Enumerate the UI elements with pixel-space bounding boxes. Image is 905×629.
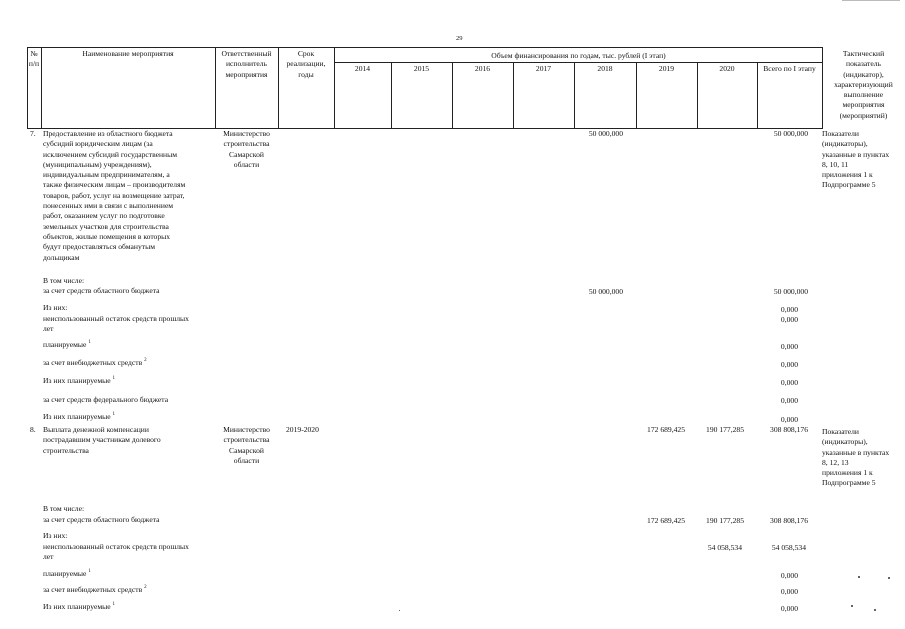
row8-unused: неиспользованный остаток средств прошлых лет bbox=[43, 542, 189, 562]
header-year-2015: 2015 bbox=[413, 64, 430, 73]
row7-planned-total: 0,000 bbox=[780, 342, 798, 351]
row8-unused-total: 54 058,534 bbox=[771, 543, 806, 552]
row8-regional: за счет средств областного бюджета bbox=[43, 515, 160, 524]
row7-unused-total-a: 0,000 bbox=[780, 305, 798, 314]
footnote-mark-1: 1 bbox=[112, 376, 116, 381]
row7-including: В том числе: bbox=[43, 276, 85, 285]
row8-extra-planned-label: Из них планируемые bbox=[43, 602, 111, 611]
row8-name: Выплата денежной компенсации пострадавшим участникам долевого строительства bbox=[43, 425, 161, 455]
row7-fed-planned-total: 0,000 bbox=[780, 415, 798, 424]
row8-extra-planned-total: 0,000 bbox=[780, 604, 798, 613]
row7-num: 7. bbox=[30, 129, 36, 138]
row8-regional-2020: 190 177,285 bbox=[706, 516, 744, 525]
row7-planned-label: планируемые bbox=[43, 340, 87, 349]
scan-speck bbox=[888, 577, 890, 579]
header-year-2020: 2020 bbox=[719, 64, 735, 73]
header-year-2018: 2018 bbox=[597, 64, 613, 73]
header-total: Всего по I этапу bbox=[763, 64, 816, 73]
footnote-mark-1: 1 bbox=[88, 569, 91, 574]
row8-planned bbox=[43, 569, 91, 579]
row7-federal-total: 0,000 bbox=[780, 396, 798, 405]
row7-name: Предоставление из областного бюджета субсидий юридическим лицам (за исключением субсидий государственным (муниципальным) учреждениям), индивидуальным предпринимателям, а также физическим лицам – производителям товаров, работ, услуг на возмещение затрат, понесенных ими в связи с выполнением работ, оказанием услуг по подготовке земельных участков для строительства объектов, жилые помещения в которых будут предоставляться обманутым дольщикам bbox=[43, 129, 186, 262]
row7-fed-planned-label: Из них планируемые bbox=[43, 412, 111, 421]
row7-extra-planned-total: 0,000 bbox=[780, 378, 798, 387]
scan-speck bbox=[874, 609, 876, 611]
row7-regional-total: 50 000,000 bbox=[773, 287, 808, 296]
header-name: Наименование мероприятия bbox=[82, 49, 174, 58]
row8-value-2019: 172 689,425 bbox=[647, 425, 685, 434]
row7-total: 50 000,000 bbox=[773, 129, 808, 138]
row7-extra-planned-label: Из них планируемые bbox=[43, 376, 111, 385]
row7-planned bbox=[43, 340, 91, 350]
row7-indicator: Показатели (индикаторы), указанные в пунктах 8, 10, 11 приложения 1 к Подпрограмме 5 bbox=[822, 129, 890, 190]
page-number: 29 bbox=[456, 35, 463, 42]
row7-extrabudget-label: за счет внебюджетных средств bbox=[43, 358, 143, 367]
row8-term: 2019-2020 bbox=[286, 425, 319, 434]
header-term: Срок реализации, годы bbox=[286, 49, 326, 79]
row7-extra-planned bbox=[43, 376, 115, 386]
row8-regional-2019: 172 689,425 bbox=[647, 516, 685, 525]
row8-value-2020: 190 177,285 bbox=[706, 425, 744, 434]
header-num: № п/п bbox=[28, 49, 40, 69]
row7-federal: за счет средств федерального бюджета bbox=[43, 395, 169, 404]
row7-regional: за счет средств областного бюджета bbox=[43, 286, 160, 295]
row8-indicator: Показатели (индикаторы), указанные в пунктах 8, 12, 13 приложения 1 к Подпрограмме 5 bbox=[822, 427, 890, 488]
scan-speck bbox=[851, 605, 853, 607]
header-year-2017: 2017 bbox=[535, 64, 552, 73]
row8-total: 308 808,176 bbox=[770, 425, 808, 434]
row8-extrabudget-total: 0,000 bbox=[780, 587, 798, 596]
header-indicator: Тактический показатель (индикатор), характеризующий выполнение мероприятия (мероприятий) bbox=[834, 49, 893, 120]
footnote-mark-2: 2 bbox=[144, 358, 147, 363]
footnote-mark-1: 1 bbox=[88, 340, 91, 345]
row7-regional-2018: 50 000,000 bbox=[588, 287, 623, 296]
scan-speck bbox=[399, 610, 400, 611]
row8-of-them: Из них: bbox=[43, 531, 68, 540]
footnote-mark-1: 1 bbox=[112, 602, 116, 607]
row8-regional-total: 308 808,176 bbox=[770, 516, 808, 525]
header-year-2014: 2014 bbox=[354, 64, 371, 73]
header-funding: Объем финансирования по годам, тыс. рублей (I этап) bbox=[491, 51, 666, 60]
row7-of-them: Из них: bbox=[43, 303, 68, 312]
scan-speck bbox=[858, 576, 860, 578]
row7-unused-total-b: 0,000 bbox=[780, 315, 798, 324]
corner-scan-mark bbox=[842, 0, 900, 1]
header-year-2016: 2016 bbox=[474, 64, 491, 73]
row8-including: В том числе: bbox=[43, 504, 85, 513]
row7-fed-planned bbox=[43, 412, 115, 422]
row7-extrabudget bbox=[43, 358, 147, 368]
row7-extrabudget-total: 0,000 bbox=[780, 360, 798, 369]
row8-extrabudget bbox=[43, 585, 147, 595]
footnote-mark-2: 2 bbox=[144, 585, 147, 590]
header-year-2019: 2019 bbox=[658, 64, 675, 73]
row8-planned-total: 0,000 bbox=[780, 571, 798, 580]
row7-value-2018: 50 000,000 bbox=[588, 129, 623, 138]
row8-num: 8. bbox=[30, 425, 36, 434]
row7-executor: Министерство строительства Самарской области bbox=[223, 129, 270, 169]
footnote-mark-1: 1 bbox=[112, 412, 116, 417]
row8-extrabudget-label: за счет внебюджетных средств bbox=[43, 585, 143, 594]
row8-unused-2020: 54 058,534 bbox=[707, 543, 742, 552]
row8-extra-planned bbox=[43, 602, 115, 612]
row8-planned-label: планируемые bbox=[43, 569, 87, 578]
row8-executor: Министерство строительства Самарской области bbox=[223, 425, 270, 465]
header-executor: Ответственный исполнитель мероприятия bbox=[221, 49, 272, 79]
row7-unused: неиспользованный остаток средств прошлых лет bbox=[43, 314, 189, 334]
